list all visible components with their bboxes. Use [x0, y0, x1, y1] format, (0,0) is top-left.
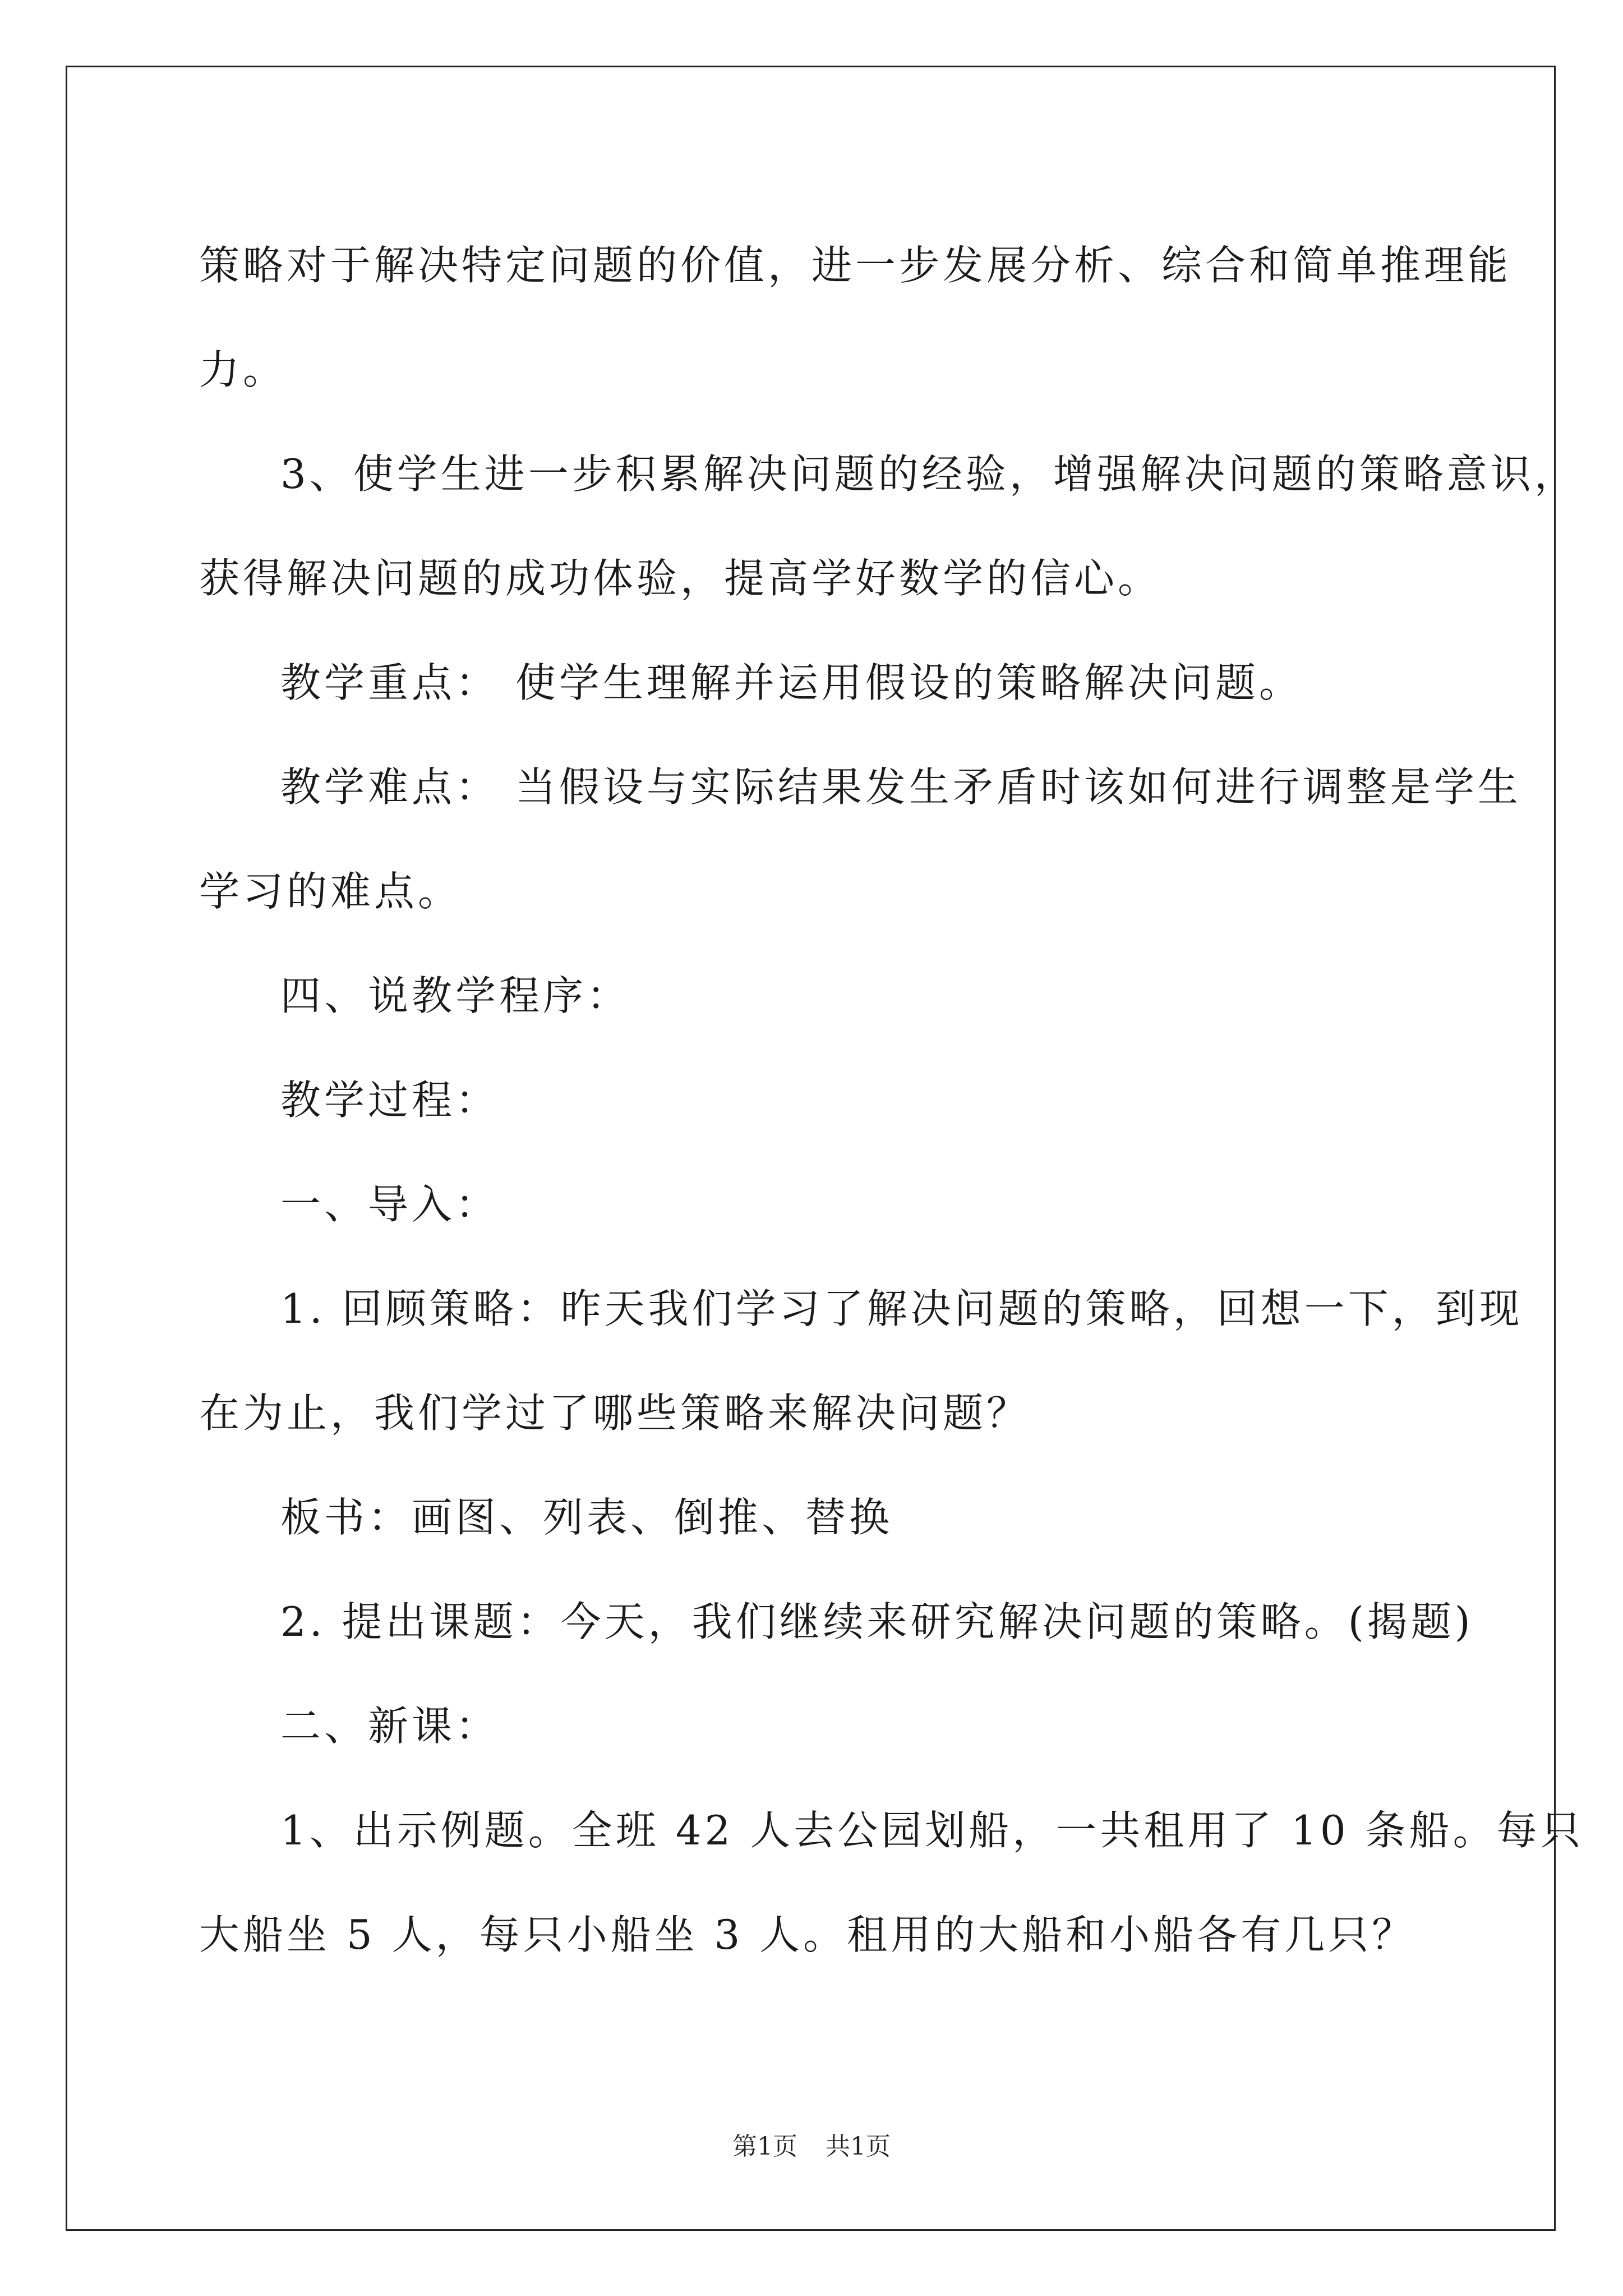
- example-problem-line-1: 1、出示例题。全班 42 人去公园划船，一共租用了 10 条船。每只: [280, 1807, 1584, 1854]
- page-number: 第1页: [732, 2132, 797, 2161]
- teaching-difficulty-line-2: 学习的难点。: [199, 868, 462, 915]
- example-problem-line-2: 大船坐 5 人，每只小船坐 3 人。租用的大船和小船各有几只？: [199, 1911, 1416, 1958]
- teaching-focus: 教学重点： 使学生理解并运用假设的策略解决问题。: [280, 659, 1303, 706]
- paragraph-2-line-2: 获得解决问题的成功体验，提高学好数学的信心。: [199, 555, 1162, 602]
- page-footer: [0, 2126, 1623, 2162]
- review-strategy-line-1: 1. 回顾策略：昨天我们学习了解决问题的策略，回想一下，到现: [280, 1285, 1523, 1332]
- paragraph-1-line-1: 策略对于解决特定问题的价值，进一步发展分析、综合和简单推理能: [199, 242, 1512, 289]
- section-heading-intro: 一、导入：: [280, 1181, 500, 1228]
- review-strategy-line-2: 在为止，我们学过了哪些策略来解决问题？: [199, 1389, 1031, 1437]
- page-total: 共1页: [826, 2132, 891, 2161]
- section-heading-process: 教学过程：: [280, 1076, 500, 1124]
- paragraph-1-line-2: 力。: [199, 346, 287, 393]
- paragraph-2-line-1: 3、使学生进一步积累解决问题的经验，增强解决问题的策略意识，: [280, 450, 1578, 498]
- section-heading-new-lesson: 二、新课：: [280, 1703, 500, 1750]
- raise-topic: 2. 提出课题：今天，我们继续来研究解决问题的策略。(揭题): [280, 1598, 1474, 1645]
- teaching-difficulty-line-1: 教学难点： 当假设与实际结果发生矛盾时该如何进行调整是学生: [280, 763, 1521, 811]
- board-writing: 板书：画图、列表、倒推、替换: [280, 1494, 893, 1541]
- document-body: [199, 213, 1584, 1987]
- section-heading-procedure: 四、说教学程序：: [280, 972, 631, 1019]
